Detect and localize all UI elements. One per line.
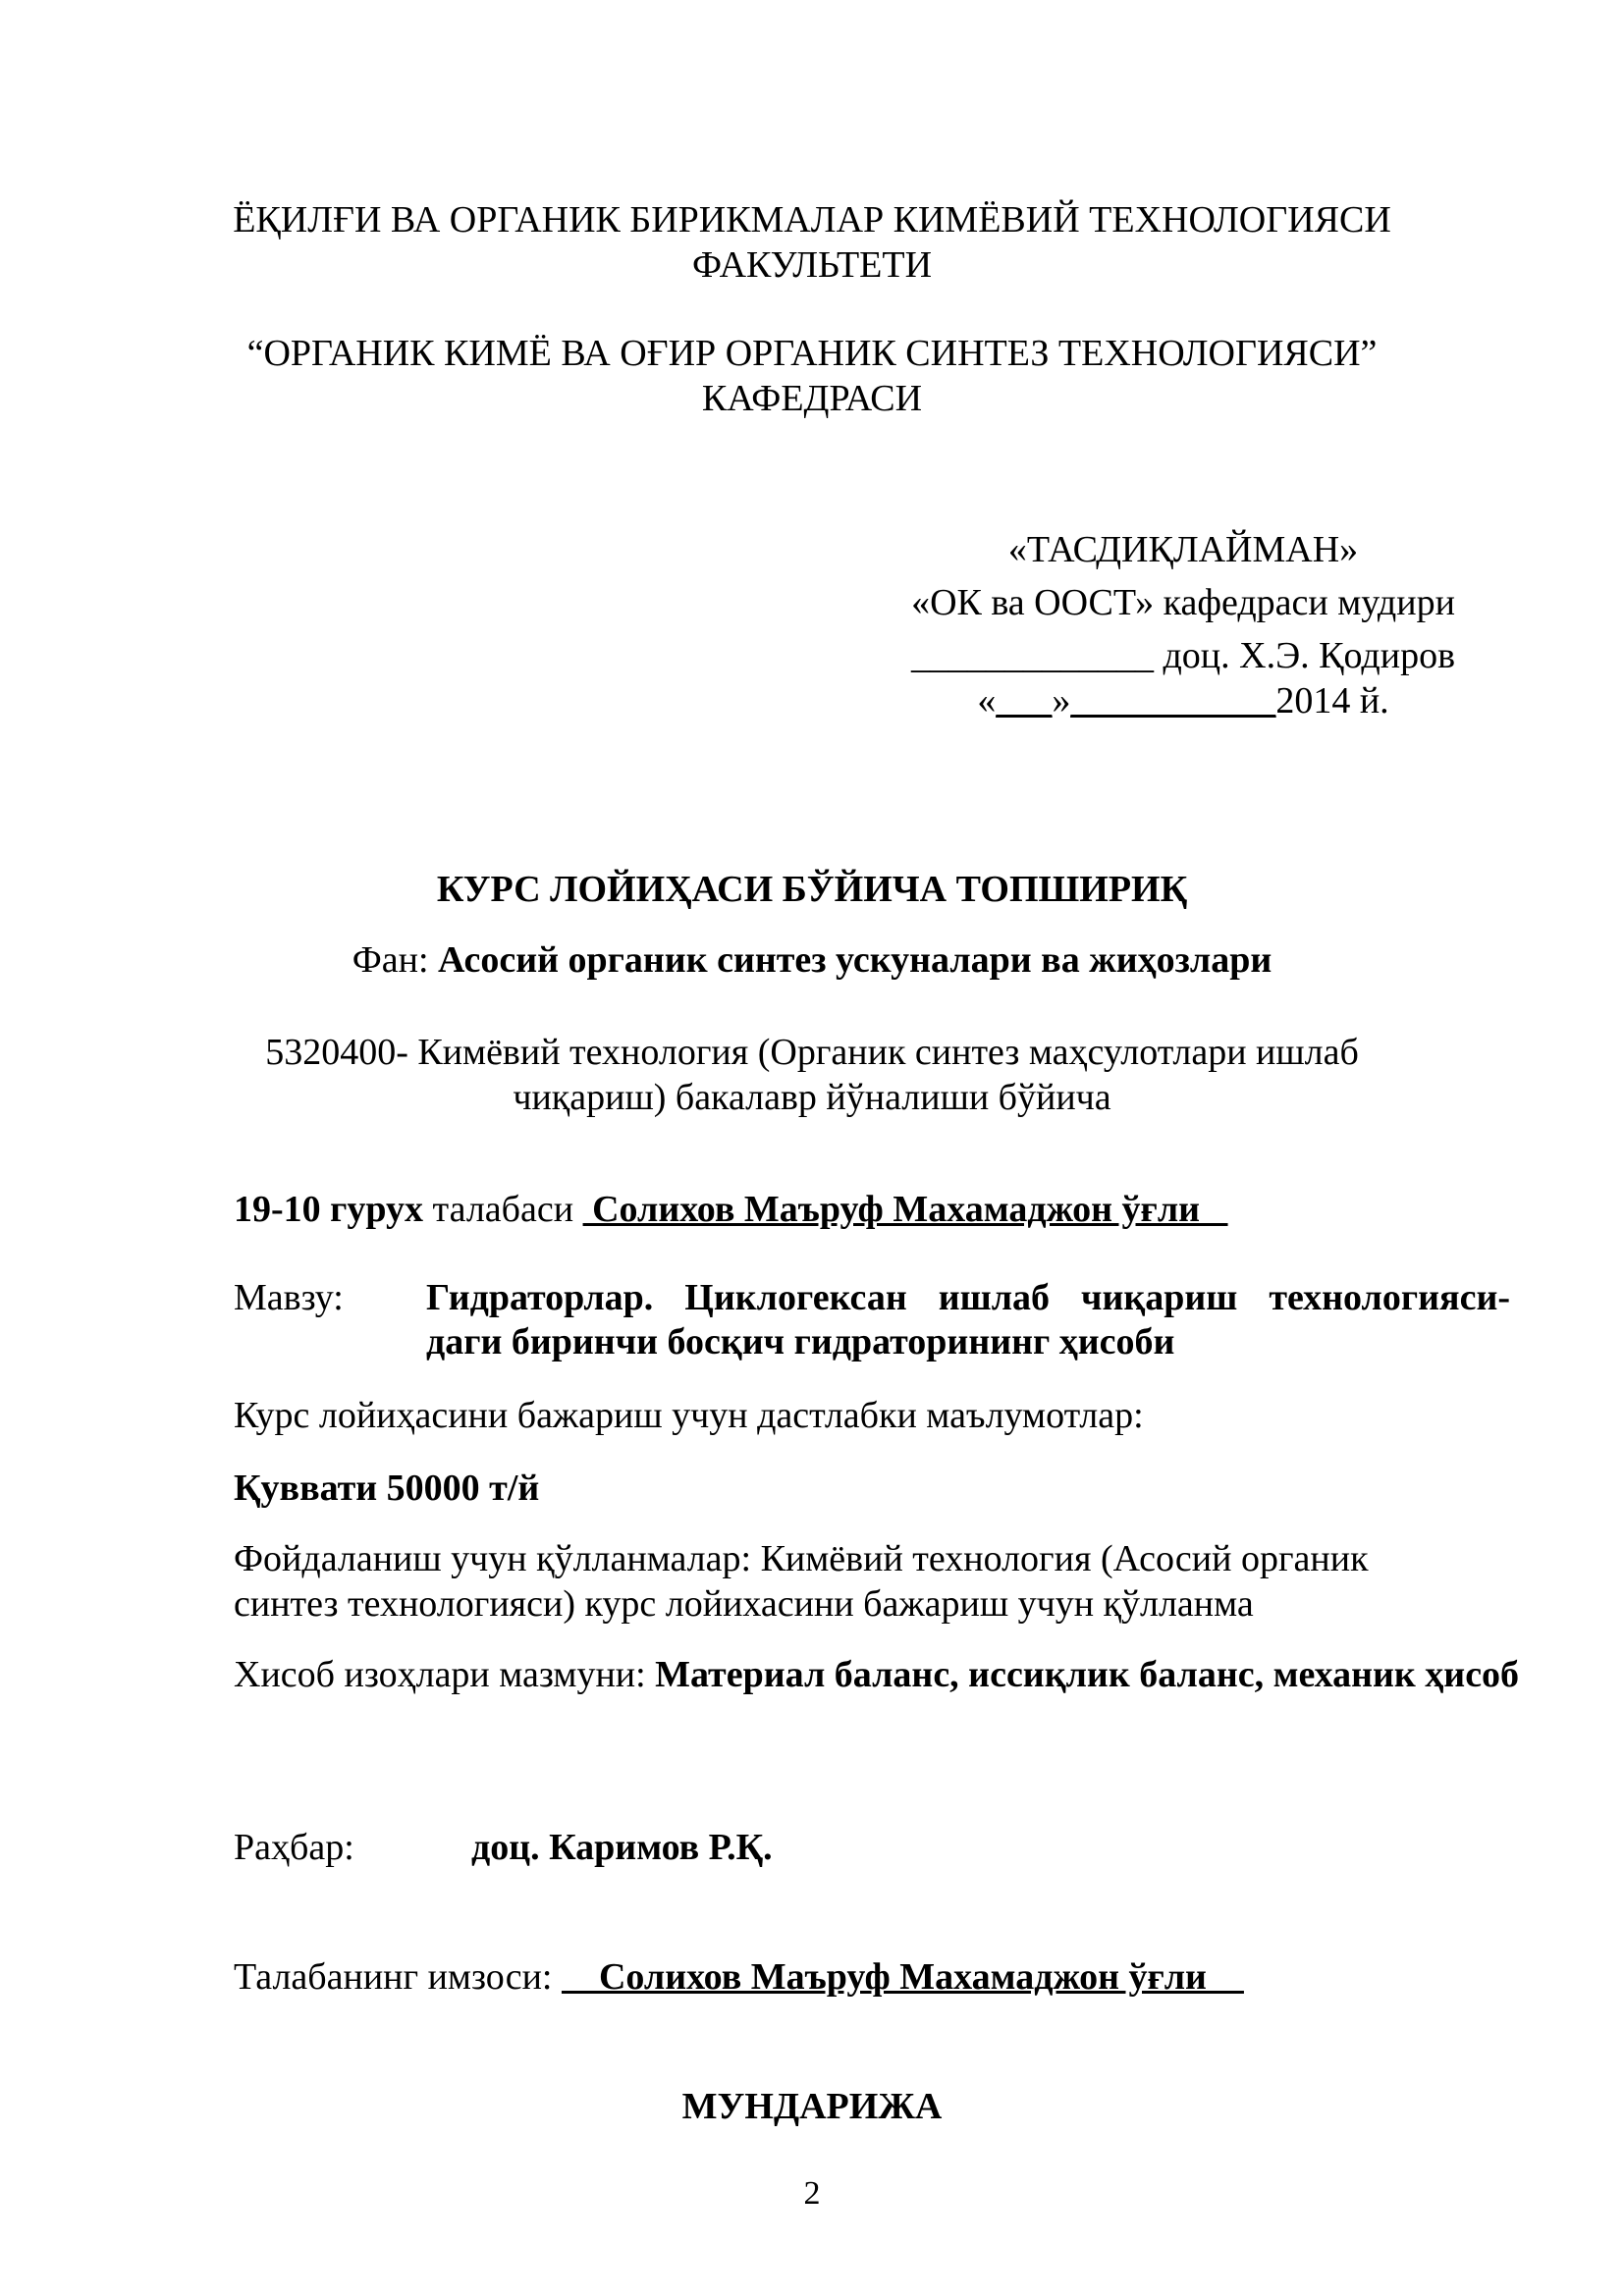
faculty-title-line1: ЁҚИЛҒИ ВА ОРГАНИК БИРИКМАЛАР КИМЁВИЙ ТЕХНОЛОГИЯСИ bbox=[233, 199, 1391, 240]
specialty-line1: 5320400- Кимёвий технология (Органик синтез маҳсулотлари ишлаб bbox=[265, 1032, 1359, 1073]
page-number: 2 bbox=[803, 2175, 821, 2212]
capacity-value: Қуввати 50000 т/й bbox=[234, 1468, 540, 1509]
approval-position: «ОК ва ООСТ» кафедраси мудири bbox=[911, 582, 1455, 623]
date-month-blank: ___________ bbox=[1070, 680, 1276, 721]
notes-line bbox=[234, 1653, 1519, 1697]
topic-line2: даги биринчи босқич гидраторининг ҳисоби bbox=[426, 1321, 1175, 1362]
signature-name: Солихов Маъруф Махамаджон ўғли bbox=[561, 1956, 1244, 1998]
signature-blank: _____________ bbox=[910, 635, 1154, 676]
manuals-line1: Фойдаланиш учун қўлланмалар: Кимёвий технология (Асосий органик bbox=[234, 1538, 1369, 1579]
contents-title: МУНДАРИЖА bbox=[681, 2086, 943, 2127]
signature-line bbox=[234, 1955, 1244, 2000]
supervisor-label: Раҳбар: bbox=[234, 1827, 354, 1868]
subject-value: Асосий органик синтез ускуналари ва жиҳозлари bbox=[438, 939, 1272, 981]
date-open-quote: « bbox=[977, 680, 997, 721]
student-label: талабаси bbox=[423, 1189, 583, 1230]
student-line bbox=[234, 1188, 1228, 1232]
approver-name: доц. Х.Э. Қодиров bbox=[1153, 635, 1456, 676]
student-name: Солихов Маъруф Махамаджон ўғли bbox=[582, 1189, 1228, 1230]
initial-data-label: Курс лойиҳасини бажариш учун дастлабки маълумотлар: bbox=[234, 1395, 1144, 1436]
manuals-line2: синтез технологияси) курс лойихасини бажариш учун қўлланма bbox=[234, 1583, 1254, 1625]
subject-line bbox=[0, 938, 1624, 983]
faculty-title-line2: ФАКУЛЬТЕТИ bbox=[691, 244, 933, 286]
notes-label: Хисоб изоҳлари мазмуни: bbox=[234, 1654, 656, 1695]
date-close-quote: » bbox=[1052, 680, 1071, 721]
date-year: 2014 й. bbox=[1275, 680, 1389, 721]
date-day-blank: ___ bbox=[996, 680, 1053, 721]
approval-date-line bbox=[864, 679, 1502, 723]
subject-label: Фан: bbox=[352, 939, 438, 981]
student-group: 19-10 гурух bbox=[234, 1189, 424, 1230]
approval-title: «ТАСДИҚЛАЙМАН» bbox=[1007, 529, 1359, 570]
notes-value: Материал баланс, иссиқлик баланс, механик ҳисоб bbox=[655, 1654, 1520, 1695]
specialty-line2: чиқариш) бакалавр йўналиши бўйича bbox=[513, 1077, 1111, 1118]
approval-signature-line bbox=[864, 634, 1502, 678]
topic-line1: Гидраторлар. Циклогексан ишлаб чиқариш технологияси- bbox=[426, 1277, 1510, 1318]
department-title-line2: КАФЕДРАСИ bbox=[701, 378, 923, 419]
department-title-line1: “ОРГАНИК КИМЁ ВА ОҒИР ОРГАНИК СИНТЕЗ ТЕХНОЛОГИЯСИ” bbox=[246, 333, 1378, 374]
topic-label: Мавзу: bbox=[234, 1277, 344, 1318]
topic-value bbox=[426, 1276, 1510, 1364]
supervisor-name: доц. Каримов Р.Қ. bbox=[471, 1827, 773, 1868]
task-title: КУРС ЛОЙИҲАСИ БЎЙИЧА ТОПШИРИҚ bbox=[436, 869, 1188, 910]
signature-label: Талабанинг имзоси: bbox=[234, 1956, 562, 1998]
